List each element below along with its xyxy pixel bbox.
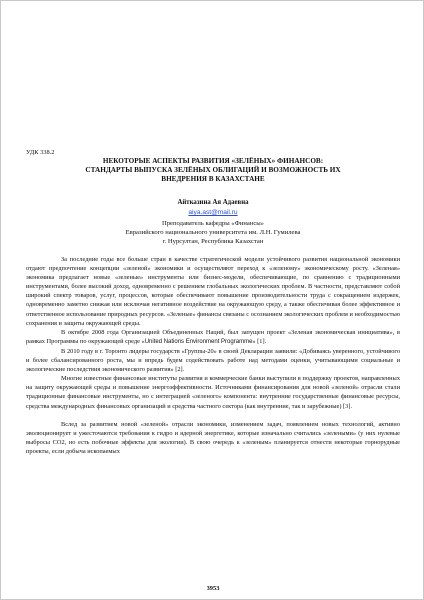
paragraph-text: В октябре 2008 года Организацией Объединенных Наций, был запущен проект «Зеленая экономическая инициатива», в рамках Программы по окружающей среде «: [26, 328, 400, 345]
author-email-link[interactable]: aiya.ast@mail.ru: [188, 209, 238, 216]
paragraph: Многие известные финансовые институты развития и коммерческие банки выступили в поддержку проектов, направленных на защиту окружающей среды и повышение энергоэффективности. Источниками финансирования для новой «зеленой» отрасли стали традиционные финансовые инструменты, но с интеграцией «зеленого» компонента: внутренние государственные финансовые ресурсы, средства международных финансовых организаций и средства частного сектора (как внутренние, так и зарубежные) [3].: [26, 375, 400, 410]
title-line: НЕКОТОРЫЕ АСПЕКТЫ РАЗВИТИЯ «ЗЕЛЁНЫХ» ФИНАНСОВ:: [102, 157, 324, 165]
affiliation-line: Евразийского национального университета им. Л.Н. Гумилева: [125, 229, 301, 236]
author-name: Айтказина Ая Адаевна: [177, 199, 249, 206]
title-line: ВНЕДРЕНИЯ В КАЗАХСТАНЕ: [161, 175, 265, 184]
title-line: СТАНДАРТЫ ВЫПУСКА ЗЕЛЁНЫХ ОБЛИГАЦИЙ И ВОЗМОЖНОСТЬ ИХ: [85, 166, 341, 175]
article-body: [26, 255, 400, 456]
paragraph: В 2010 году в г. Торонто лидеры государств «Группы-20» в своей Декларации заявили: «Добиваясь уверенного, устойчивого и более сбалансированного роста, мы и впредь будем содействовать работе над методами оценки, учитывающими социальные и экологические последствия экономического развития» [2].: [26, 347, 400, 374]
program-name: United Nations Environment Programme: [144, 338, 253, 345]
udk-code: УДК 338.2: [26, 149, 55, 156]
author-affiliation: [1, 219, 424, 246]
page-number: 3953: [206, 585, 220, 592]
paragraph: За последние годы все больше стран в качестве стратегической модели устойчивого развития национальной экономики отдают предпочтение концепции «зеленой» экономики и осуществляют переход к «зеленому» экономическому росту. «Зеленая» экономика предлагает новые «зеленые» инструменты или бизнес-модели, обеспечивающие, по сравнению с традиционными инструментами, более высокий доход, одновременно с решением глобальных экологических проблем. В частности, представляют собой широкий спектр товаров, услуг, процессов, которые обеспечивают повышение производительности труда с сокращением издержек, одновременно заметно снижая или исключая негативное воздействие на окружающую среду, а также обеспечивая более эффективное и ответственное использование природных ресурсов. «Зеленые» финансы связаны с осознанием экологических проблем и необходимостью сохранения и защиты окружающей среды.: [26, 256, 400, 327]
affiliation-line: г. Нурсултан, Республика Казахстан: [162, 238, 264, 245]
article-title: [41, 157, 385, 185]
paragraph: Вслед за развитием новой «зеленой» отрасли экономики, изменением задач, появлением новых технологий, активно эволюционирует и ужесточаются требования к гидро и ядерной энергетике, которые изначально считались «зелеными» (у них нулевые выбросы CO2, но есть побочные эффекты для экологии). В свою очередь к «зеленым» планируется отнести некоторые горнорудные проекты, если добыча ископаемых: [26, 420, 400, 455]
affiliation-line: Преподаватель кафедры «Финансы»: [162, 220, 264, 227]
paragraph: [26, 328, 400, 347]
paragraph-text: » [1].: [252, 337, 267, 345]
